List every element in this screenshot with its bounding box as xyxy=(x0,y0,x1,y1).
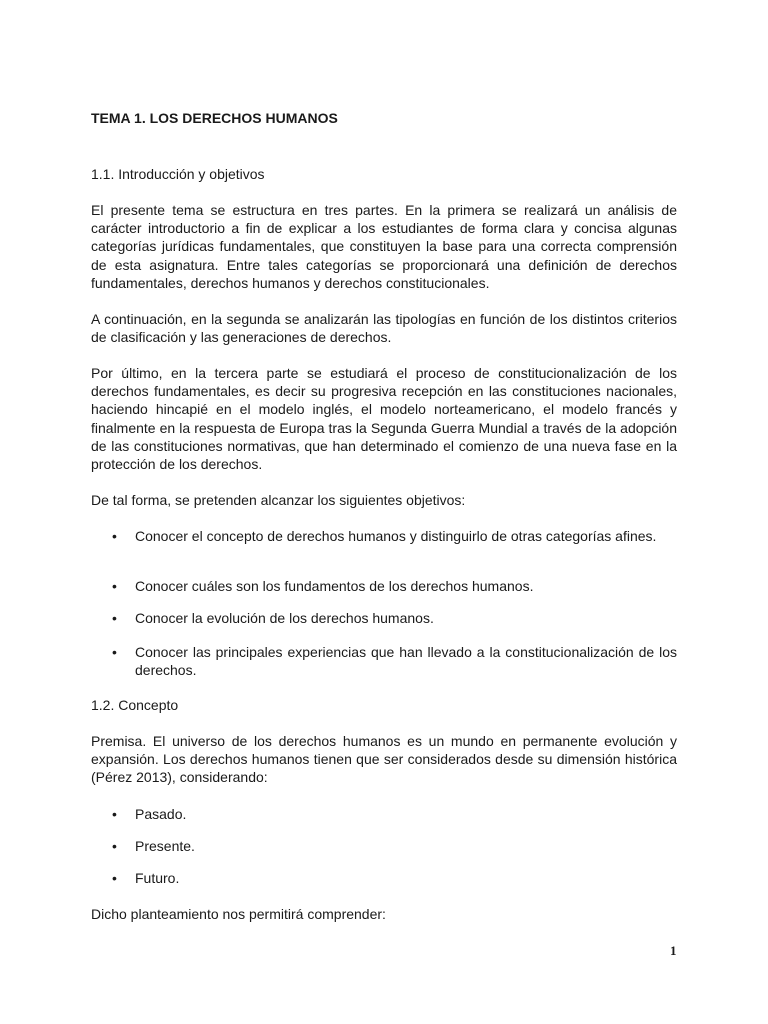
bullet-icon: • xyxy=(112,838,117,854)
time-text: Pasado. xyxy=(135,806,187,822)
paragraph-conclusion-lead: Dicho planteamiento nos permitirá comprender: xyxy=(91,906,386,922)
document-title: TEMA 1. LOS DERECHOS HUMANOS xyxy=(91,110,338,126)
objective-text: Conocer cuáles son los fundamentos de los derechos humanos. xyxy=(135,578,534,594)
paragraph-second-part: A continuación, en la segunda se analizarán las tipologías en función de los distintos criterios de clasificación y las generaciones de derechos. xyxy=(91,311,677,346)
list-item-time xyxy=(91,837,677,855)
bullet-icon: • xyxy=(112,578,117,594)
list-item-objective xyxy=(91,609,677,627)
objective-text: Conocer el concepto de derechos humanos y distinguirlo de otras categorías afines. xyxy=(135,528,657,544)
list-item-objective xyxy=(91,527,677,545)
list-item-time xyxy=(91,805,677,823)
objective-text: Conocer la evolución de los derechos humanos. xyxy=(135,610,434,626)
page-number: 1 xyxy=(670,943,677,958)
section-heading-concept: 1.2. Concepto xyxy=(91,697,179,713)
bullet-icon: • xyxy=(112,528,117,544)
paragraph-premise: Premisa. El universo de los derechos humanos es un mundo en permanente evolución y expansión. Los derechos humanos tienen que ser considerados desde su dimensión histórica (Pérez 2013), considerando: xyxy=(91,733,677,786)
list-item-objective xyxy=(91,643,677,679)
section-heading-introduction: 1.1. Introducción y objetivos xyxy=(91,166,265,182)
objective-text: Conocer las principales experiencias que han llevado a la constitucionalización de los derechos. xyxy=(135,644,677,679)
paragraph-intro-structure: El presente tema se estructura en tres partes. En la primera se realizará un análisis de carácter introductorio a fin de explicar a los estudiantes de forma clara y concisa algunas categorías jurídicas fundamentales, que constituyen la base para una correcta comprensión de esta asignatura. Entre tales categorías se proporcionará una definición de derechos fundamentales, derechos humanos y derechos constitucionales. xyxy=(91,202,677,291)
paragraph-objectives-intro: De tal forma, se pretenden alcanzar los siguientes objetivos: xyxy=(91,492,466,508)
bullet-icon: • xyxy=(112,870,117,886)
time-text: Futuro. xyxy=(135,870,180,886)
document-page xyxy=(91,0,677,1024)
bullet-icon: • xyxy=(112,610,117,626)
bullet-icon: • xyxy=(112,806,117,822)
bullet-icon: • xyxy=(112,644,117,660)
list-item-time xyxy=(91,869,677,887)
paragraph-third-part: Por último, en la tercera parte se estudiará el proceso de constitucionalización de los derechos fundamentales, es decir su progresiva recepción en las constituciones nacionales, haciendo hincapié en el modelo inglés, el modelo norteamericano, el modelo francés y finalmente en la respuesta de Europa tras la Segunda Guerra Mundial a través de la adopción de las constituciones normativas, que han determinado el comienzo de una nueva fase en la protección de los derechos. xyxy=(91,365,677,473)
list-item-objective xyxy=(91,577,677,595)
time-text: Presente. xyxy=(135,838,195,854)
